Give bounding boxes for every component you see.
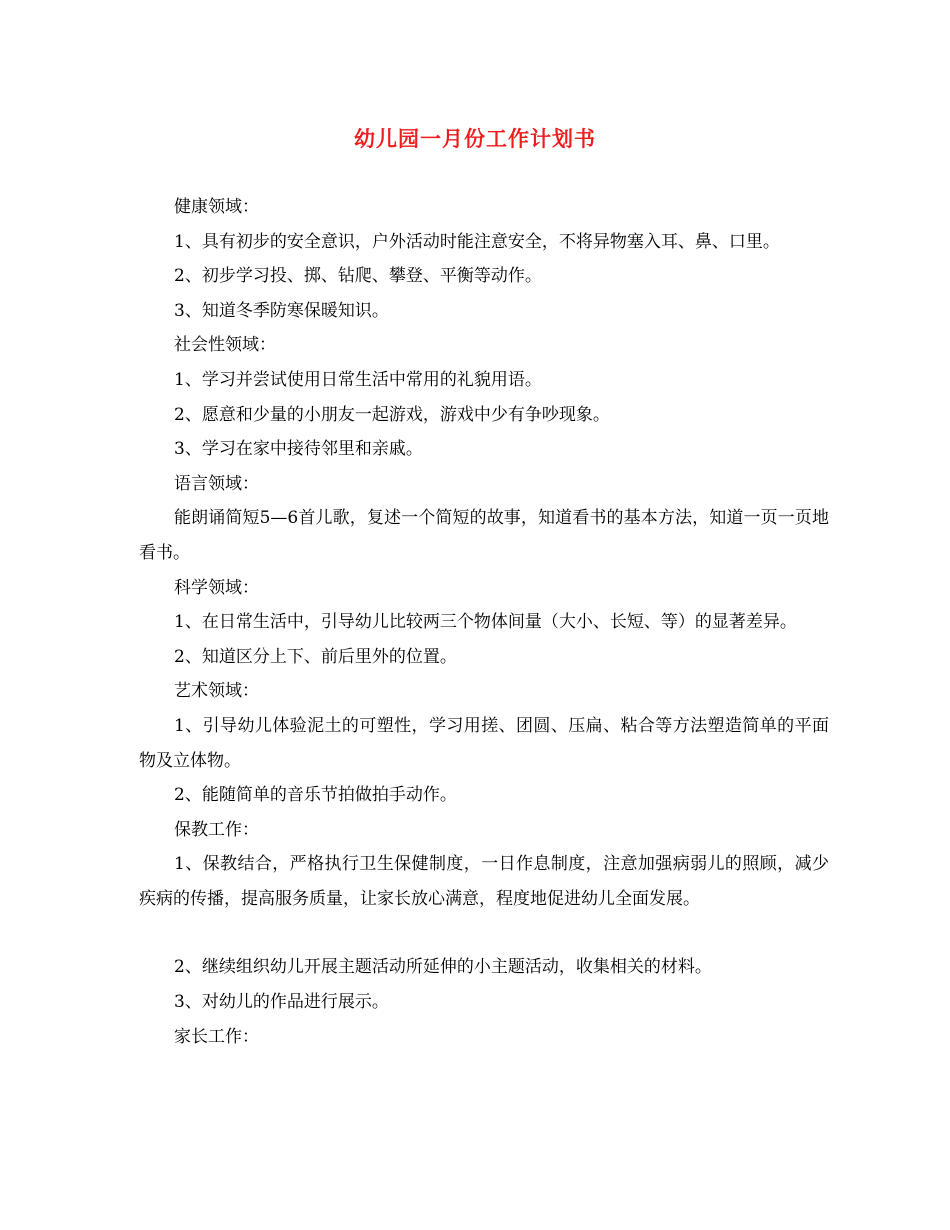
paragraph: 3、学习在家中接待邻里和亲戚。 — [174, 439, 423, 460]
paragraph: 3、对幼儿的作品进行展示。 — [174, 992, 389, 1013]
paragraph: 1、引导幼儿体验泥土的可塑性，学习用搓、团圆、压扁、粘合等方法塑造简单的平面物及立体物。 — [139, 715, 829, 771]
document-body — [139, 190, 829, 1054]
heading-care: 保教工作： — [174, 819, 259, 840]
heading-science: 科学领域： — [174, 577, 259, 598]
paragraph: 1、在日常生活中，引导幼儿比较两三个物体间量（大小、长短、等）的显著差异。 — [174, 612, 797, 633]
paragraph: 1、具有初步的安全意识，户外活动时能注意安全，不将异物塞入耳、鼻、口里。 — [174, 231, 780, 252]
paragraph: 2、继续组织幼儿开展主题活动所延伸的小主题活动，收集相关的材料。 — [174, 957, 712, 978]
paragraph: 2、初步学习投、掷、钻爬、攀登、平衡等动作。 — [174, 266, 542, 287]
paragraph: 1、学习并尝试使用日常生活中常用的礼貌用语。 — [174, 369, 542, 390]
document-title: 幼儿园一月份工作计划书 — [354, 127, 596, 151]
paragraph: 能朗诵简短5—6首儿歌，复述一个简短的故事，知道看书的基本方法，知道一页一页地看书。 — [139, 508, 829, 563]
heading-art: 艺术领域： — [174, 681, 259, 702]
paragraph: 1、保教结合，严格执行卫生保健制度，一日作息制度，注意加强病弱儿的照顾，减少疾病的传播，提高服务质量，让家长放心满意，程度地促进幼儿全面发展。 — [139, 854, 829, 909]
heading-health: 健康领域： — [174, 197, 259, 217]
paragraph: 3、知道冬季防寒保暖知识。 — [174, 300, 389, 321]
paragraph-spacer — [139, 916, 829, 950]
heading-parents: 家长工作： — [174, 1026, 259, 1047]
paragraph: 2、知道区分上下、前后里外的位置。 — [174, 646, 457, 667]
paragraph: 2、能随简单的音乐节拍做拍手动作。 — [174, 785, 457, 806]
heading-social: 社会性领域： — [174, 335, 276, 356]
paragraph: 2、愿意和少量的小朋友一起游戏，游戏中少有争吵现象。 — [174, 404, 610, 425]
heading-language: 语言领域： — [174, 473, 259, 494]
